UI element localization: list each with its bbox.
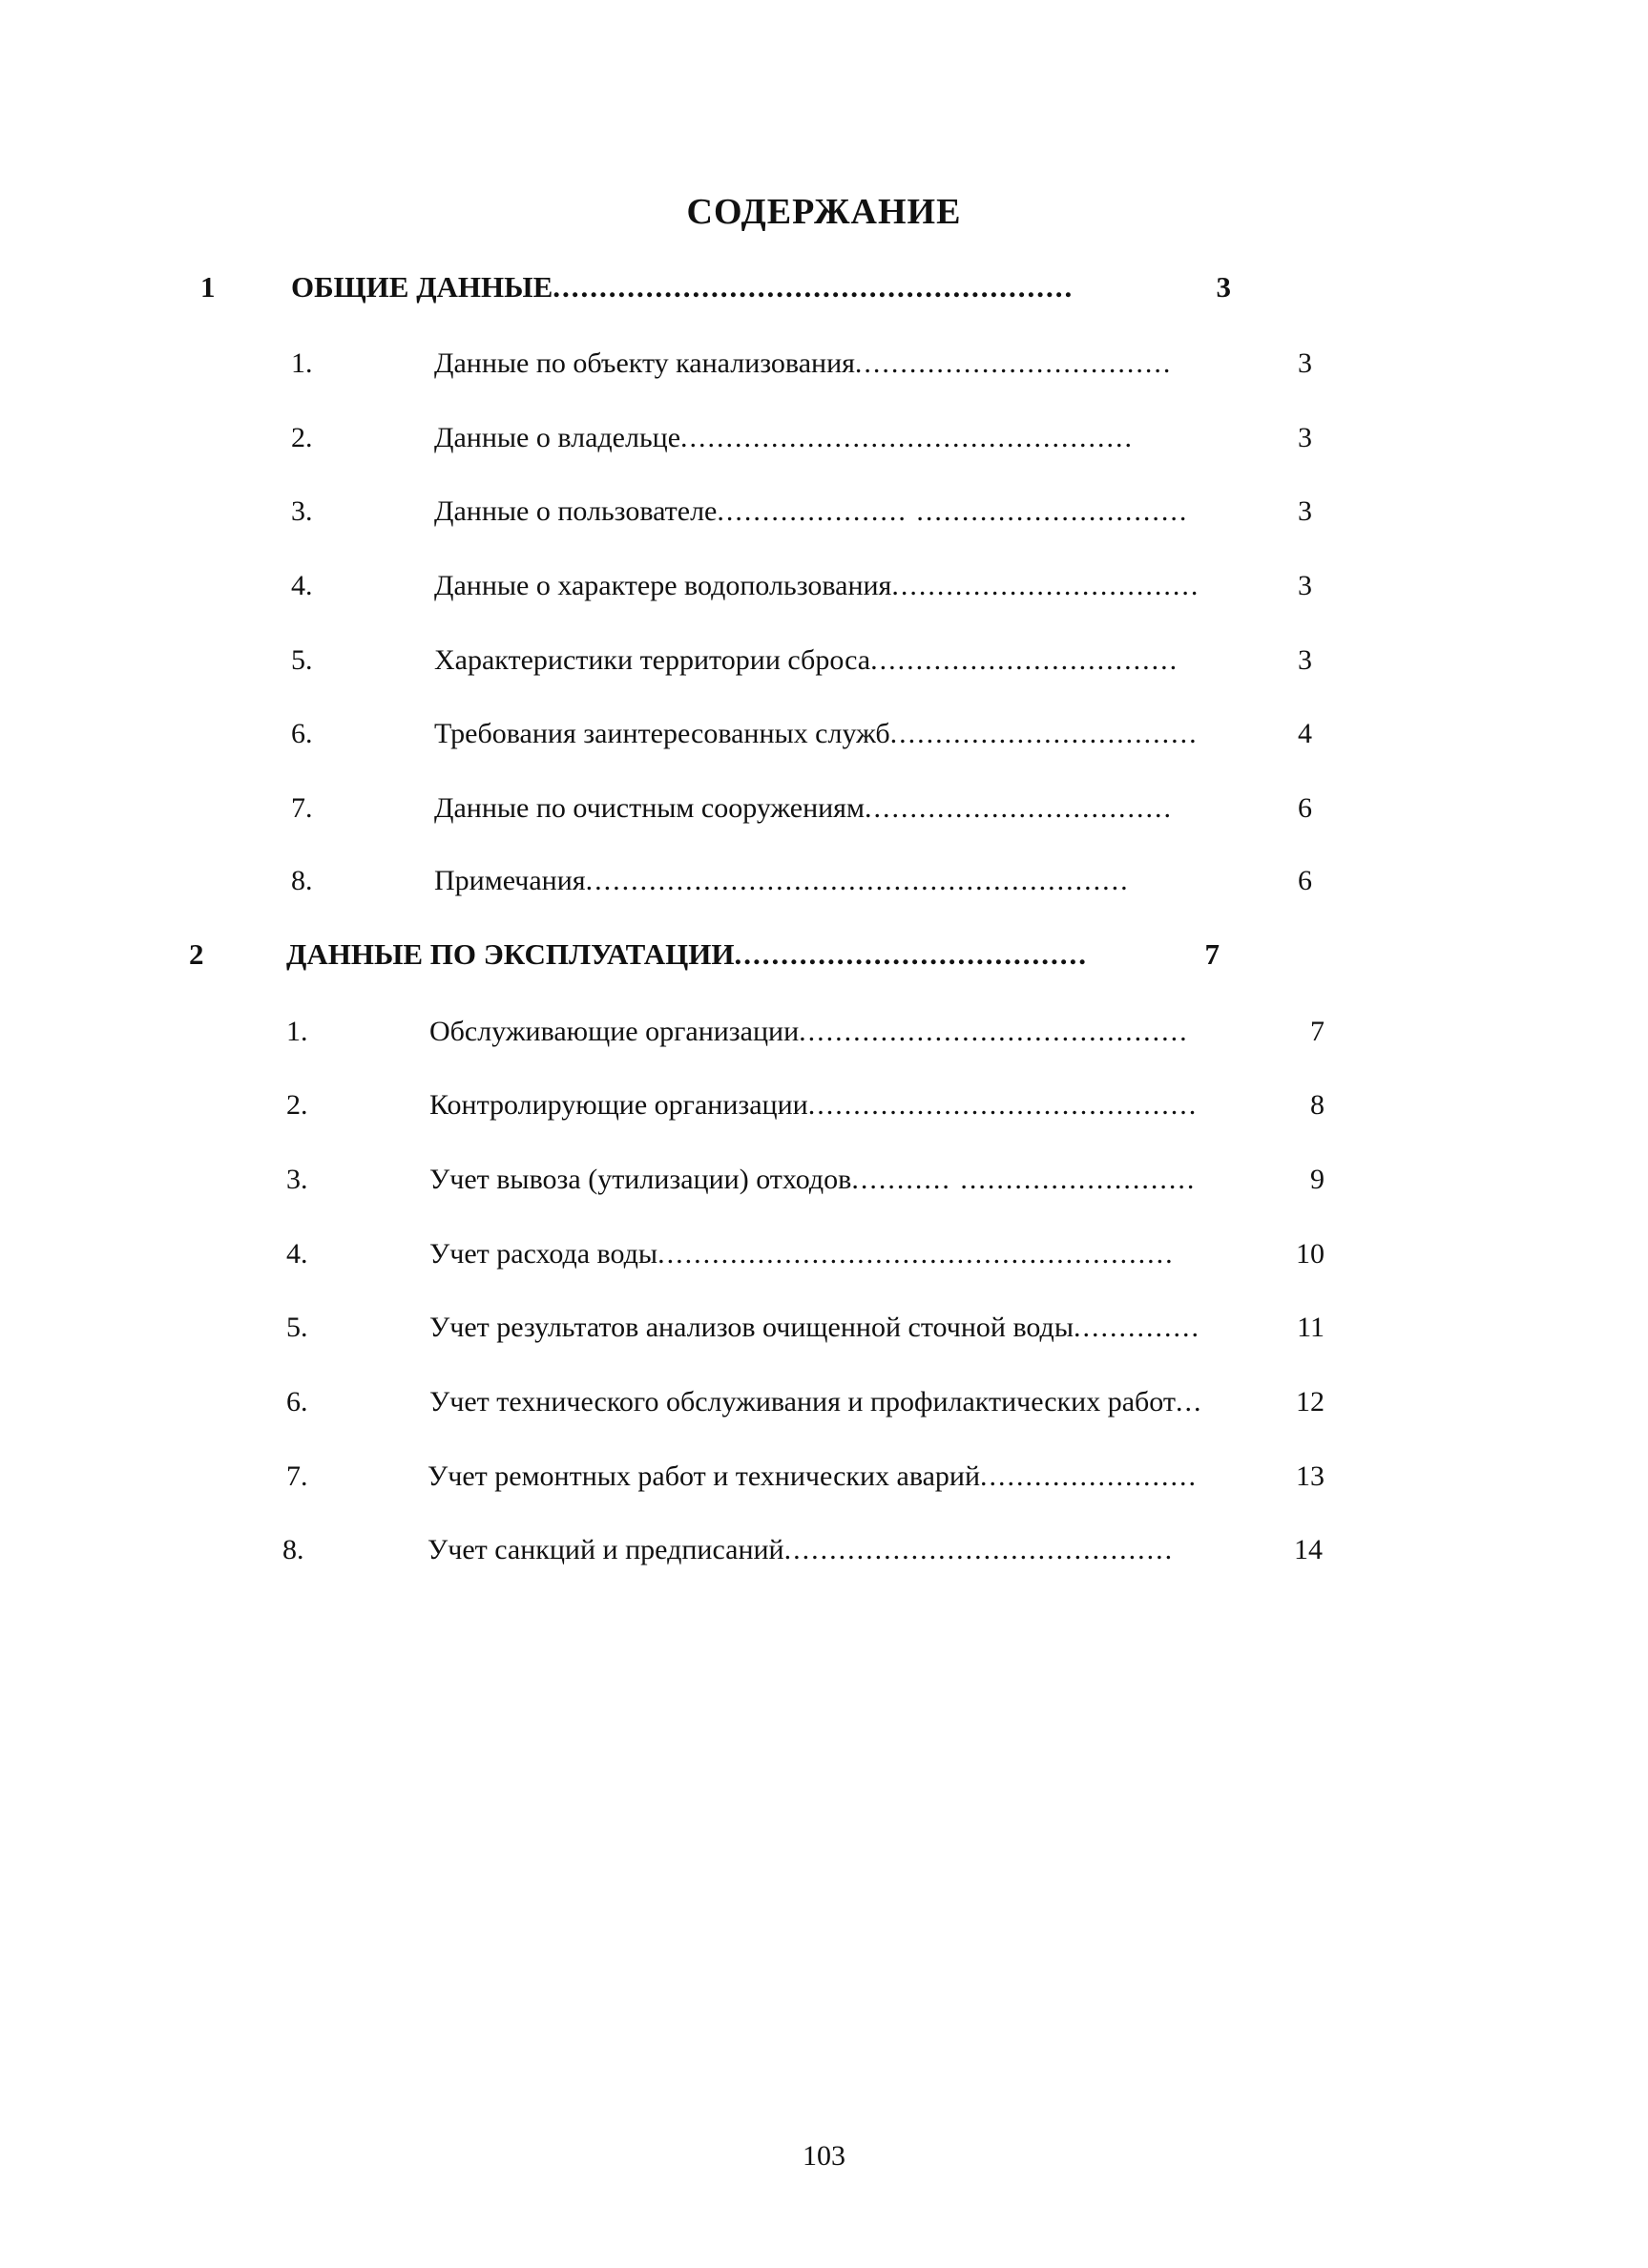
item-title: Обслуживающие организации xyxy=(429,1016,800,1047)
item-number: 8. xyxy=(291,865,313,896)
item-number: 5. xyxy=(291,644,313,676)
dot-leader: ..................... .............................. xyxy=(717,495,1189,527)
item-number: 6. xyxy=(286,1386,308,1418)
item-title: Примечания xyxy=(434,865,586,896)
item-title: Учет технического обслуживания и профилактических работ xyxy=(429,1386,1177,1418)
item-title: Учет результатов анализов очищенной сточной воды xyxy=(429,1312,1074,1343)
dot-leader: .............. xyxy=(1073,1312,1200,1343)
section-number: 1 xyxy=(200,270,216,304)
item-page: 13 xyxy=(1296,1460,1325,1492)
item-title: Учет вывоза (утилизации) отходов xyxy=(429,1164,852,1195)
item-page: 6 xyxy=(1298,865,1312,896)
item-title: Данные по объекту канализования xyxy=(434,347,855,379)
item-page: 3 xyxy=(1298,644,1312,676)
item-page: 12 xyxy=(1296,1386,1325,1418)
section-number: 2 xyxy=(189,937,204,971)
dot-leader: ........................................... xyxy=(807,1089,1199,1121)
item-number: 8. xyxy=(282,1534,304,1565)
item-page: 11 xyxy=(1297,1312,1325,1343)
item-page: 3 xyxy=(1298,495,1312,527)
item-page: 4 xyxy=(1298,718,1312,749)
item-number: 4. xyxy=(291,570,313,601)
dot-leader: ........................................... xyxy=(783,1534,1175,1565)
dot-leader: .................................. xyxy=(889,718,1199,749)
item-page: 9 xyxy=(1310,1164,1325,1195)
dot-leader: ........... .......................... xyxy=(851,1164,1197,1195)
item-number: 2. xyxy=(286,1089,308,1121)
item-title: Учет ремонтных работ и технических аварий xyxy=(428,1460,981,1492)
item-title: Учет санкций и предписаний xyxy=(428,1534,784,1565)
item-title: Данные о характере водопользования xyxy=(434,570,892,601)
item-number: 1. xyxy=(286,1016,308,1047)
dot-leader: .................................. xyxy=(891,570,1200,601)
dot-leader: ... xyxy=(1176,1386,1203,1418)
item-page: 8 xyxy=(1310,1089,1325,1121)
item-page: 3 xyxy=(1298,570,1312,601)
dot-leader: .................................................. xyxy=(680,422,1135,453)
item-title: Требования заинтересованных служб xyxy=(434,718,890,749)
page-title: СОДЕРЖАНИЕ xyxy=(686,192,962,232)
item-page: 14 xyxy=(1294,1534,1323,1565)
section-title: ДАННЫЕ ПО ЭКСПЛУАТАЦИИ xyxy=(286,937,735,971)
dot-leader: ......................................................... xyxy=(657,1238,1175,1270)
item-title: Данные о пользователе xyxy=(434,495,718,527)
item-number: 3. xyxy=(286,1164,308,1195)
dot-leader: ........................ xyxy=(980,1460,1199,1492)
item-number: 7. xyxy=(291,792,313,824)
item-number: 2. xyxy=(291,422,313,453)
item-title: Характеристики территории сброса xyxy=(434,644,871,676)
page-number: 103 xyxy=(803,2140,845,2172)
item-number: 7. xyxy=(286,1460,308,1492)
dot-leader: .................................. xyxy=(864,792,1173,824)
item-number: 5. xyxy=(286,1312,308,1343)
section-page: 7 xyxy=(1204,937,1220,971)
dot-leader: ........................................................ xyxy=(553,270,1074,304)
dot-leader: ...................................... xyxy=(734,937,1088,971)
item-number: 4. xyxy=(286,1238,308,1270)
item-number: 6. xyxy=(291,718,313,749)
section-title: ОБЩИЕ ДАННЫЕ xyxy=(291,270,553,304)
dot-leader: .................................. xyxy=(870,644,1179,676)
dot-leader: ........................................... xyxy=(799,1016,1189,1047)
item-page: 3 xyxy=(1298,422,1312,453)
item-title: Данные по очистным сооружениям xyxy=(434,792,865,824)
item-page: 7 xyxy=(1310,1016,1325,1047)
item-page: 10 xyxy=(1296,1238,1325,1270)
item-page: 3 xyxy=(1298,347,1312,379)
item-page: 6 xyxy=(1298,792,1312,824)
section-page: 3 xyxy=(1216,270,1231,304)
item-title: Контролирующие организации xyxy=(429,1089,808,1121)
item-title: Данные о владельце xyxy=(434,422,681,453)
item-title: Учет расхода воды xyxy=(429,1238,658,1270)
dot-leader: ................................... xyxy=(854,347,1173,379)
dot-leader: ............................................................ xyxy=(585,865,1130,896)
item-number: 3. xyxy=(291,495,313,527)
item-number: 1. xyxy=(291,347,313,379)
